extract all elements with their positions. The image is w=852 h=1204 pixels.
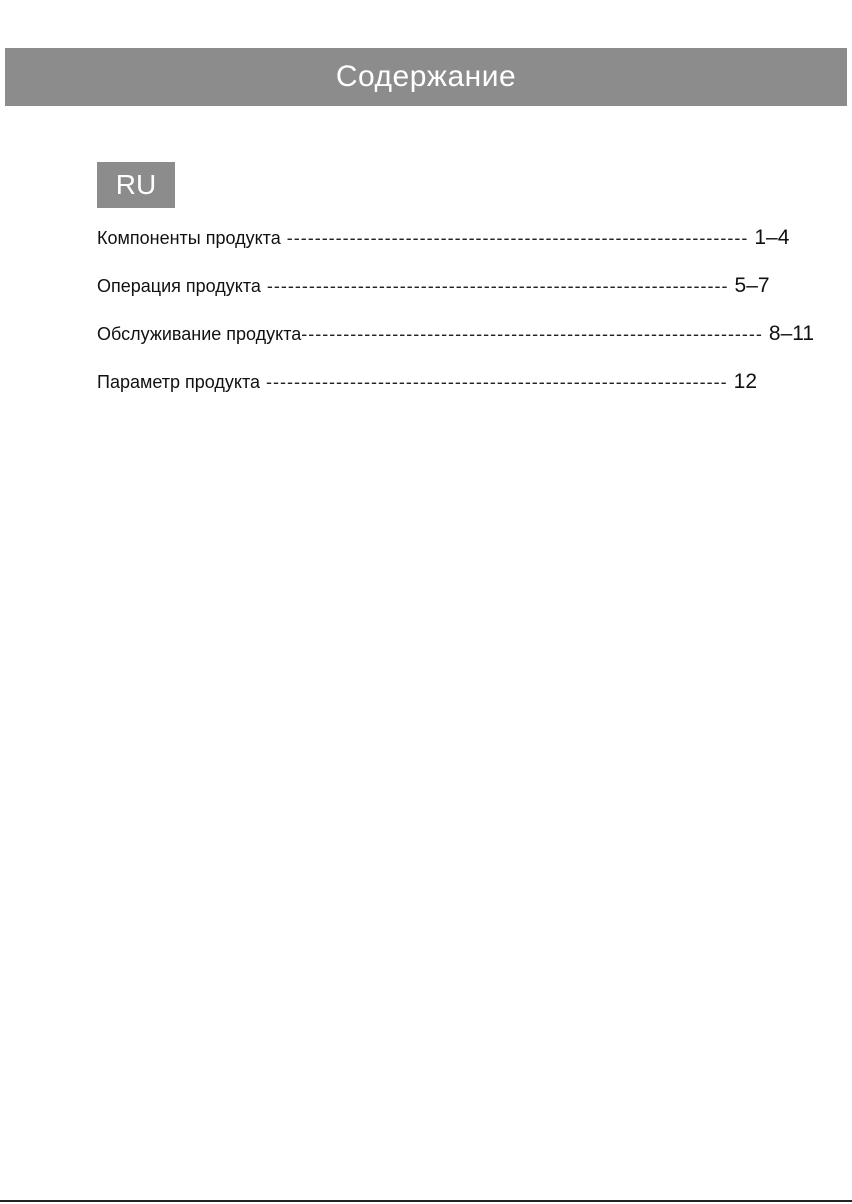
language-badge	[97, 162, 175, 208]
toc-entry-operation[interactable]	[97, 274, 770, 322]
toc-entry-label: Обслуживание продукта	[97, 324, 302, 344]
toc-dot-leader: ------------------------------------------------------------------	[266, 372, 728, 392]
toc-entry-maintenance[interactable]	[97, 322, 815, 370]
toc-entry-parameters[interactable]	[97, 370, 767, 418]
toc-entry-components[interactable]	[97, 226, 790, 274]
toc-entry-pages: 8–11	[768, 322, 815, 345]
language-badge-label: RU	[115, 169, 157, 200]
page-title: Содержание	[335, 60, 517, 93]
toc-dot-leader: ------------------------------------------------------------------	[301, 324, 763, 344]
toc-entry-pages: 1–4	[754, 226, 790, 249]
toc-dot-leader: ------------------------------------------------------------------	[266, 276, 729, 296]
toc-entry-label: Операция продукта	[97, 276, 261, 296]
toc-dot-leader: ------------------------------------------------------------------	[286, 228, 749, 248]
toc-entry-label: Компоненты продукта	[97, 228, 281, 248]
header-bar	[5, 48, 847, 106]
toc-entry-pages: 5–7	[734, 274, 770, 297]
page-bottom-divider	[0, 1200, 852, 1202]
toc-entry-pages: 12	[733, 370, 758, 393]
toc-entry-label: Параметр продукта	[97, 372, 261, 392]
table-of-contents	[97, 226, 815, 418]
